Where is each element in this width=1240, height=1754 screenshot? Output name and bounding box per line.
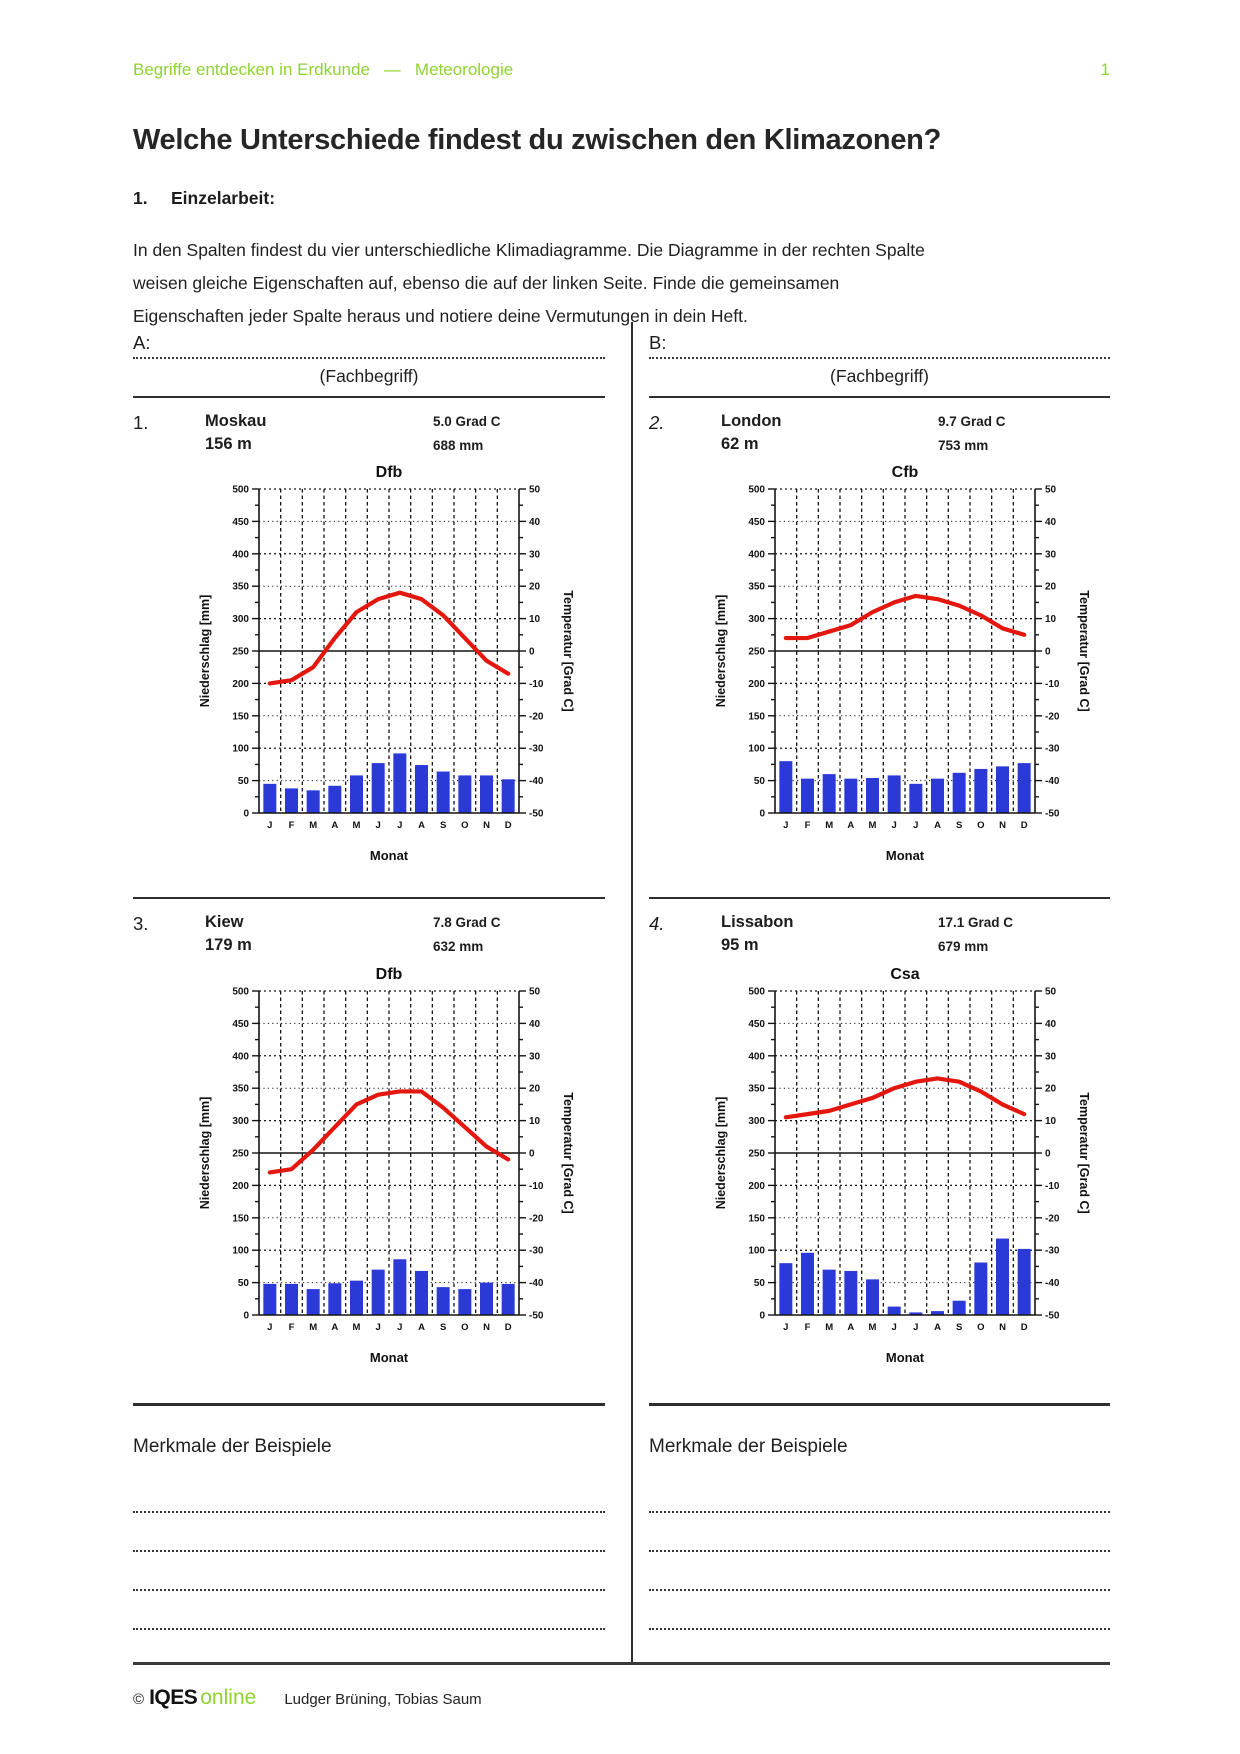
right-axis-title: Temperatur [Grad C] — [1077, 1091, 1091, 1214]
svg-text:A: A — [934, 820, 941, 832]
task-number: 1. — [133, 188, 148, 208]
svg-text:N: N — [999, 1321, 1006, 1333]
svg-text:J: J — [267, 820, 273, 832]
svg-text:A: A — [847, 1321, 855, 1333]
svg-text:-40: -40 — [529, 1277, 544, 1289]
svg-text:N: N — [483, 820, 490, 832]
station-altitude: 95 m — [721, 936, 759, 955]
column-a-label: A: — [133, 332, 151, 353]
svg-text:-10: -10 — [529, 679, 544, 691]
write-line — [649, 1552, 1110, 1591]
svg-text:300: 300 — [748, 614, 765, 626]
svg-text:500: 500 — [232, 484, 249, 496]
svg-text:20: 20 — [1045, 581, 1057, 593]
chart-title-koeppen: Dfb — [375, 965, 403, 983]
worksheet-columns — [133, 322, 1110, 1662]
svg-text:250: 250 — [748, 646, 765, 658]
precip-bar — [844, 1270, 857, 1314]
precip-bar — [974, 1262, 987, 1314]
task-label: Einzelarbeit: — [171, 188, 276, 208]
svg-text:100: 100 — [748, 743, 765, 755]
precip-bar — [502, 1283, 515, 1314]
svg-text:-30: -30 — [529, 743, 544, 755]
svg-text:-50: -50 — [529, 808, 544, 820]
svg-text:20: 20 — [529, 1083, 541, 1095]
annual-precipitation: 753 mm — [938, 437, 989, 453]
footer-authors: Ludger Brüning, Tobias Saum — [284, 1691, 482, 1708]
svg-text:M: M — [868, 1321, 877, 1333]
svg-text:A: A — [331, 1321, 339, 1333]
precip-bar — [801, 1252, 814, 1314]
chart-title-koeppen: Csa — [890, 965, 920, 983]
svg-text:-50: -50 — [529, 1310, 544, 1321]
svg-text:30: 30 — [1045, 549, 1057, 561]
station-altitude: 62 m — [721, 435, 759, 454]
mean-temperature: 17.1 Grad C — [938, 915, 1014, 931]
svg-text:400: 400 — [748, 549, 765, 561]
precip-bar — [823, 774, 836, 813]
precip-bar — [307, 791, 320, 814]
precip-bar — [953, 773, 966, 813]
precip-bar — [888, 776, 901, 814]
right-axis-title: Temperatur [Grad C] — [561, 1091, 575, 1214]
svg-text:500: 500 — [748, 986, 765, 997]
chart-block-1 — [133, 398, 605, 897]
precip-bar — [931, 779, 944, 813]
chart-title-koeppen: Cfb — [891, 464, 919, 482]
header-course: Begriffe entdecken in Erdkunde — [133, 60, 370, 79]
svg-text:J: J — [375, 1321, 381, 1333]
svg-text:J: J — [783, 1321, 789, 1333]
precip-bar — [866, 1279, 879, 1315]
write-area-a — [133, 1474, 605, 1630]
precip-bar — [866, 778, 879, 813]
svg-text:50: 50 — [1045, 986, 1057, 997]
page-footer — [133, 1686, 482, 1710]
svg-text:0: 0 — [243, 1310, 249, 1321]
svg-text:450: 450 — [748, 1018, 765, 1030]
chart-2-header — [649, 410, 1110, 457]
precip-bar — [996, 767, 1009, 814]
precip-bar — [263, 1283, 276, 1314]
svg-text:150: 150 — [232, 711, 249, 723]
precip-bar — [372, 763, 385, 813]
climate-chart-svg — [189, 461, 589, 881]
svg-text:250: 250 — [748, 1148, 765, 1159]
write-line — [649, 1591, 1110, 1630]
svg-text:450: 450 — [232, 517, 249, 529]
precip-bar — [801, 779, 814, 813]
station-info — [721, 911, 793, 957]
svg-text:0: 0 — [1045, 1148, 1051, 1159]
svg-text:-50: -50 — [1045, 1310, 1060, 1321]
chart-grid — [775, 489, 1035, 813]
precip-bar — [285, 1283, 298, 1314]
precip-bar — [437, 772, 450, 813]
station-name: Moskau — [205, 412, 267, 430]
write-area-b — [649, 1474, 1110, 1630]
svg-text:D: D — [1020, 820, 1028, 832]
svg-text:400: 400 — [748, 1050, 765, 1062]
svg-text:A: A — [847, 820, 855, 832]
precip-bar — [823, 1269, 836, 1314]
task-line — [133, 188, 275, 209]
svg-text:300: 300 — [232, 614, 249, 626]
svg-text:M: M — [825, 1321, 834, 1333]
svg-text:M: M — [352, 820, 361, 832]
svg-text:D: D — [1020, 1321, 1028, 1333]
write-line — [649, 1513, 1110, 1552]
page-header — [133, 60, 1110, 80]
header-separator: — — [383, 60, 401, 79]
svg-text:A: A — [418, 1321, 425, 1333]
svg-text:O: O — [461, 1321, 469, 1333]
annual-precipitation: 688 mm — [433, 437, 484, 453]
station-name: London — [721, 412, 782, 430]
svg-text:450: 450 — [748, 517, 765, 529]
svg-text:J: J — [891, 1321, 897, 1333]
svg-text:-40: -40 — [1045, 1277, 1060, 1289]
svg-text:250: 250 — [232, 1148, 249, 1159]
station-stats — [433, 911, 549, 958]
merkmale-heading-a: Merkmale der Beispiele — [133, 1435, 332, 1457]
precip-bar — [779, 1263, 792, 1315]
svg-text:50: 50 — [237, 776, 249, 788]
precip-bar — [844, 779, 857, 813]
chart-number: 3. — [133, 913, 149, 935]
precip-bar — [285, 789, 298, 814]
right-axis-title: Temperatur [Grad C] — [561, 590, 575, 712]
svg-text:40: 40 — [1045, 1018, 1057, 1030]
intro-paragraph: In den Spalten findest du vier unterschiedliche Klimadiagramme. Die Diagramme in der rechten Spalte weisen gleiche Eigenschaften auf, ebenso die auf der linken Seite. Finde die gemeinsamen Eigenschaften jeder Spalte heraus und notiere deine Vermutungen in dein Heft. — [133, 239, 925, 326]
precip-bar — [350, 1280, 363, 1314]
precip-bar — [480, 1282, 493, 1314]
fachbegriff-label-b: (Fachbegriff) — [830, 366, 929, 386]
svg-text:S: S — [955, 820, 963, 832]
svg-text:F: F — [288, 1321, 295, 1333]
x-axis-title: Monat — [369, 848, 409, 864]
svg-text:J: J — [891, 820, 897, 832]
climate-chart-svg — [705, 461, 1105, 881]
write-line — [133, 1591, 605, 1630]
fachbegriff-label-a: (Fachbegriff) — [319, 366, 419, 386]
column-b-header — [649, 332, 1110, 387]
svg-text:350: 350 — [232, 1083, 249, 1095]
svg-text:M: M — [825, 820, 834, 832]
precip-bar — [458, 1289, 471, 1315]
svg-text:30: 30 — [529, 1050, 541, 1062]
precip-bars — [263, 1259, 514, 1315]
svg-text:-30: -30 — [1045, 1245, 1060, 1257]
chart-grid — [259, 991, 519, 1315]
svg-text:0: 0 — [1045, 646, 1051, 658]
page-number: 1 — [1100, 60, 1110, 79]
precip-bar — [480, 776, 493, 814]
chart-1-header — [133, 410, 605, 457]
svg-text:50: 50 — [1045, 484, 1057, 496]
svg-text:S: S — [439, 1321, 447, 1333]
left-axis-title: Niederschlag [mm] — [714, 594, 728, 708]
svg-text:S: S — [439, 820, 447, 832]
precip-bar — [458, 776, 471, 814]
rule — [133, 1403, 605, 1406]
column-b-label: B: — [649, 332, 667, 353]
brand-iqes: IQES — [149, 1686, 198, 1709]
svg-text:0: 0 — [759, 1310, 765, 1321]
svg-text:350: 350 — [232, 581, 249, 593]
svg-text:-20: -20 — [1045, 711, 1060, 723]
climate-chart-svg — [189, 963, 589, 1383]
precip-bar — [974, 769, 987, 813]
chart-block-2 — [649, 398, 1110, 897]
write-line — [133, 1474, 605, 1513]
x-axis-title: Monat — [369, 1349, 409, 1365]
chart-block-4 — [649, 899, 1110, 1398]
precip-bar — [372, 1269, 385, 1314]
precip-bar — [328, 1283, 341, 1315]
precip-bar — [1018, 763, 1031, 813]
precip-bar — [437, 1287, 450, 1315]
precip-bar — [1018, 1248, 1031, 1314]
svg-text:N: N — [483, 1321, 490, 1333]
svg-text:30: 30 — [529, 549, 541, 561]
station-stats — [938, 911, 1054, 958]
station-name: Lissabon — [721, 913, 794, 932]
svg-text:J: J — [783, 820, 789, 832]
svg-text:30: 30 — [1045, 1050, 1057, 1062]
svg-text:50: 50 — [529, 986, 541, 997]
svg-text:O: O — [461, 820, 469, 832]
station-stats — [433, 410, 549, 457]
svg-text:40: 40 — [529, 517, 541, 529]
svg-text:O: O — [977, 820, 985, 832]
svg-text:O: O — [977, 1321, 985, 1333]
svg-text:500: 500 — [748, 484, 765, 496]
svg-text:D: D — [504, 1321, 512, 1333]
svg-text:50: 50 — [753, 1277, 765, 1289]
svg-text:100: 100 — [232, 1245, 249, 1257]
chart-4-header — [649, 911, 1110, 958]
svg-text:200: 200 — [232, 679, 249, 691]
svg-text:-20: -20 — [529, 711, 544, 723]
svg-text:20: 20 — [1045, 1083, 1057, 1095]
brand-online: online — [200, 1686, 257, 1709]
svg-text:40: 40 — [1045, 517, 1057, 529]
svg-text:10: 10 — [529, 1115, 541, 1127]
station-altitude: 156 m — [205, 435, 252, 454]
svg-text:10: 10 — [529, 614, 541, 626]
annual-precipitation: 679 mm — [938, 938, 989, 954]
svg-text:450: 450 — [232, 1018, 249, 1030]
svg-text:-40: -40 — [529, 776, 544, 788]
header-topic: Meteorologie — [414, 60, 514, 79]
merkmale-heading-b: Merkmale der Beispiele — [649, 1435, 848, 1457]
mean-temperature: 9.7 Grad C — [938, 414, 1006, 429]
svg-text:-20: -20 — [1045, 1212, 1060, 1224]
mean-temperature: 5.0 Grad C — [433, 414, 501, 429]
svg-text:-50: -50 — [1045, 808, 1060, 820]
svg-text:A: A — [418, 820, 425, 832]
svg-text:10: 10 — [1045, 1115, 1057, 1127]
column-a — [133, 322, 633, 1662]
precip-bar — [328, 786, 341, 813]
svg-text:50: 50 — [753, 776, 765, 788]
write-line — [133, 1513, 605, 1552]
svg-text:-20: -20 — [529, 1212, 544, 1224]
svg-text:-30: -30 — [529, 1245, 544, 1257]
column-a-header — [133, 332, 605, 387]
svg-text:-10: -10 — [1045, 679, 1060, 691]
annual-precipitation: 632 mm — [433, 938, 484, 954]
precip-bar — [415, 1270, 428, 1314]
svg-text:10: 10 — [1045, 614, 1057, 626]
svg-text:200: 200 — [232, 1180, 249, 1192]
svg-text:M: M — [309, 820, 318, 832]
svg-text:0: 0 — [529, 1148, 535, 1159]
footer-rule — [133, 1662, 1110, 1665]
svg-text:400: 400 — [232, 1050, 249, 1062]
svg-text:200: 200 — [748, 1180, 765, 1192]
svg-text:20: 20 — [529, 581, 541, 593]
write-line — [133, 1552, 605, 1591]
chart-3-header — [133, 911, 605, 958]
chart-number: 2. — [649, 412, 665, 433]
rule — [649, 1403, 1110, 1406]
svg-text:500: 500 — [232, 986, 249, 997]
precip-bar — [996, 1238, 1009, 1314]
svg-text:J: J — [913, 1321, 919, 1333]
svg-text:50: 50 — [529, 484, 541, 496]
precip-bar — [888, 1306, 901, 1314]
svg-text:S: S — [955, 1321, 963, 1333]
svg-text:100: 100 — [748, 1245, 765, 1257]
svg-text:-40: -40 — [1045, 776, 1060, 788]
page-title: Welche Unterschiede findest du zwischen den Klimazonen? — [133, 124, 942, 156]
svg-text:J: J — [397, 1321, 403, 1333]
svg-text:150: 150 — [748, 711, 765, 723]
svg-text:40: 40 — [529, 1018, 541, 1030]
left-axis-title: Niederschlag [mm] — [714, 1096, 728, 1209]
svg-text:M: M — [309, 1321, 318, 1333]
left-axis-title: Niederschlag [mm] — [198, 594, 212, 708]
precip-bar — [263, 784, 276, 813]
svg-text:-10: -10 — [1045, 1180, 1060, 1192]
svg-text:M: M — [352, 1321, 361, 1333]
precip-bar — [909, 784, 922, 813]
right-axis-title: Temperatur [Grad C] — [1077, 590, 1091, 712]
svg-text:F: F — [804, 820, 811, 832]
station-info — [721, 410, 781, 456]
svg-text:A: A — [331, 820, 339, 832]
precip-bar — [307, 1289, 320, 1315]
svg-text:150: 150 — [748, 1212, 765, 1224]
svg-text:350: 350 — [748, 1083, 765, 1095]
chart-title-koeppen: Dfb — [375, 464, 403, 482]
svg-text:300: 300 — [232, 1115, 249, 1127]
station-altitude: 179 m — [205, 936, 252, 955]
copyright-symbol: © — [133, 1691, 145, 1708]
svg-text:J: J — [913, 820, 919, 832]
svg-text:F: F — [288, 820, 295, 832]
column-a-answer-line — [133, 357, 605, 359]
svg-text:300: 300 — [748, 1115, 765, 1127]
svg-text:0: 0 — [529, 646, 535, 658]
svg-text:J: J — [375, 820, 381, 832]
precip-bar — [350, 776, 363, 814]
x-axis-title: Monat — [885, 1349, 925, 1365]
write-line — [649, 1474, 1110, 1513]
precip-bar — [779, 761, 792, 813]
mean-temperature: 7.8 Grad C — [433, 915, 501, 931]
station-stats — [938, 410, 1054, 457]
precip-bar — [415, 765, 428, 813]
chart-number: 4. — [649, 913, 665, 935]
svg-text:-30: -30 — [1045, 743, 1060, 755]
svg-text:0: 0 — [759, 808, 765, 820]
station-info — [205, 410, 266, 456]
chart-number: 1. — [133, 412, 149, 433]
svg-text:J: J — [267, 1321, 273, 1333]
svg-text:M: M — [868, 820, 877, 832]
station-name: Kiew — [205, 913, 244, 932]
svg-text:-10: -10 — [529, 1180, 544, 1192]
svg-text:0: 0 — [243, 808, 249, 820]
svg-text:A: A — [934, 1321, 941, 1333]
station-info — [205, 911, 252, 957]
column-b-answer-line — [649, 357, 1110, 359]
climate-chart-svg — [705, 963, 1105, 1383]
chart-block-3 — [133, 899, 605, 1398]
precip-bar — [393, 754, 406, 814]
x-axis-title: Monat — [885, 848, 925, 864]
precip-bar — [953, 1300, 966, 1314]
svg-text:250: 250 — [232, 646, 249, 658]
svg-text:J: J — [397, 820, 403, 832]
svg-text:400: 400 — [232, 549, 249, 561]
svg-text:100: 100 — [232, 743, 249, 755]
svg-text:F: F — [804, 1321, 811, 1333]
column-b — [633, 322, 1110, 1662]
precip-bar — [502, 780, 515, 814]
svg-text:D: D — [504, 820, 512, 832]
svg-text:50: 50 — [237, 1277, 249, 1289]
svg-text:150: 150 — [232, 1212, 249, 1224]
svg-text:200: 200 — [748, 679, 765, 691]
left-axis-title: Niederschlag [mm] — [198, 1096, 212, 1209]
svg-text:N: N — [999, 820, 1006, 832]
precip-bar — [393, 1259, 406, 1315]
svg-text:350: 350 — [748, 581, 765, 593]
